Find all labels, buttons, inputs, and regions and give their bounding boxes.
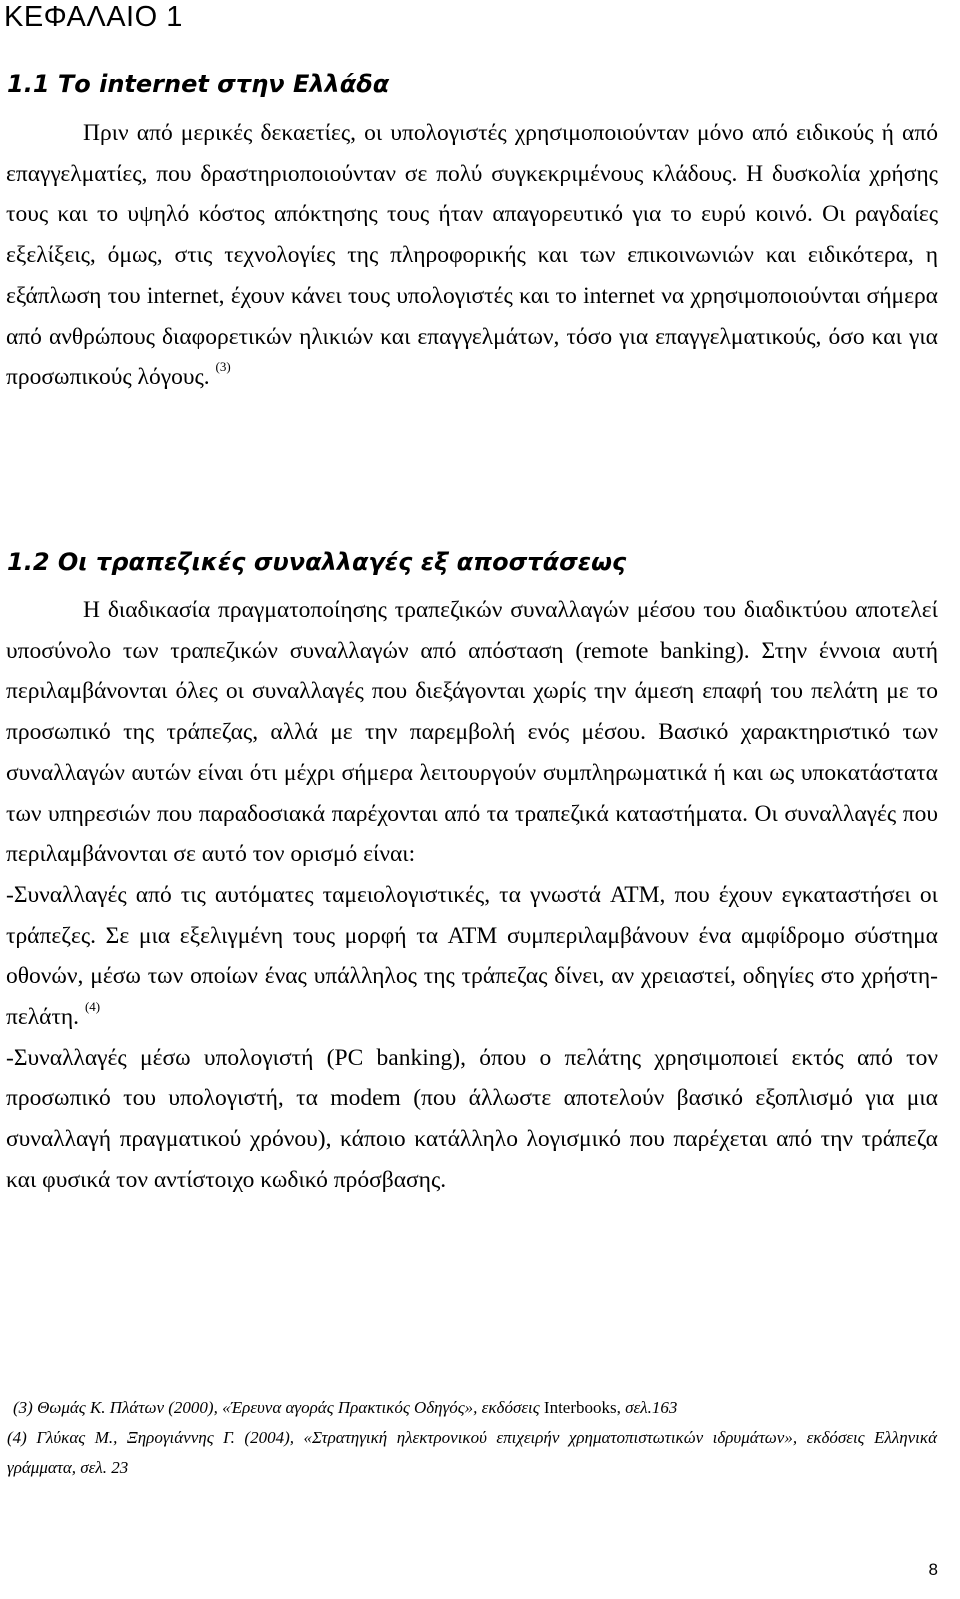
section-heading-1-1: 1.1 Το internet στην Ελλάδα [7, 70, 390, 98]
reference-marker: (4) [84, 999, 101, 1015]
footnote-4: (4) Γλύκας Μ., Ξηρογιάννης Γ. (2004), «Στρατηγική ηλεκτρονικού επιχειρήν χρηματοπιστωτικών ιδρυμάτων», εκδόσεις Ελληνικά γράμματα, σελ. 23 [7, 1428, 937, 1477]
chapter-title: ΚΕΦΑΛΑΙΟ 1 [4, 1, 183, 33]
footnote-3-page: σελ.163 [625, 1398, 678, 1417]
footnotes [7, 1393, 937, 1483]
footnote-3-text: (3) Θωμάς Κ. Πλάτων (2000), «Έρευνα αγοράς Πρακτικός Οδηγός», εκδόσεις [13, 1398, 540, 1417]
paragraph: Η διαδικασία πραγματοποίησης τραπεζικών συναλλαγών μέσου του διαδικτύου αποτελεί υποσύνολο των τραπεζικών συναλλαγών από απόσταση (remote banking). Στην έννοια αυτή περιλαμβάνονται όλες οι συναλλαγές που διεξάγονται χωρίς την άμεση επαφή του πελάτη με το προσωπικό της τράπεζας, αλλά με την παρεμβολή ενός μέσου. Βασικό χαρακτηριστικό των συναλλαγών αυτών είναι ότι μέχρι σήμερα λειτουργούν συμπληρωματικά ή και ως υποκατάστατα των υπηρεσιών που παραδοσιακά παρέχονται από τα τραπεζικά καταστήματα. Οι συναλλαγές που περιλαμβάνονται σε αυτό τον ορισμό είναι: [6, 597, 938, 868]
section-heading-1-2: 1.2 Οι τραπεζικές συναλλαγές εξ αποστάσεως [7, 548, 627, 576]
footnote-3 [7, 1393, 937, 1423]
reference-marker: (3) [215, 359, 231, 375]
paragraph-atm [6, 875, 938, 1038]
page-number: 8 [928, 1560, 938, 1579]
footnote-3-publisher: Interbooks, [543, 1398, 621, 1417]
section-1-1-body [6, 113, 938, 398]
paragraph-text: -Συναλλαγές από τις αυτόματες ταμειολογιστικές, τα γνωστά ATM, που έχουν εγκαταστήσει οι τράπεζες. Σε μια εξελιγμένη τους μορφή τα ATM συμπεριλαμβάνουν ένα αμφίδρομο σύστημα οθονών, μέσω των οποίων ένας υπάλληλος της τράπεζας δίνει, αν χρειαστεί, οδηγίες στο χρήστη-πελάτη. [6, 881, 938, 1031]
paragraph-text: Πριν από μερικές δεκαετίες, οι υπολογιστές χρησιμοποιούνταν μόνο από ειδικούς ή από επαγγελματίες, που δραστηριοποιούνταν σε πολύ συγκεκριμένους κλάδους. Η δυσκολία χρήσης τους και το υψηλό κόστος απόκτησης τους ήταν απαγορευτικό για το ευρύ κοινό. Οι ραγδαίες εξελίξεις, όμως, στις τεχνολογίες της πληροφορικής και των επικοινωνιών και ειδικότερα, η εξάπλωση του internet, έχουν κάνει τους υπολογιστές και το internet να χρησιμοποιούνται σήμερα από ανθρώπους διαφορετικών ηλικιών και επαγγελμάτων, τόσο για επαγγελματικούς, όσο και για προσωπικούς λόγους. [6, 120, 938, 391]
section-1-2-body [6, 590, 938, 1201]
paragraph [6, 113, 938, 398]
paragraph-pc-banking: -Συναλλαγές μέσω υπολογιστή (PC banking), όπου ο πελάτης χρησιμοποιεί εκτός από τον προσωπικό του υπολογιστή, τα modem (που άλλωστε αποτελούν βασικό εξοπλισμό για μια συναλλαγή πραγματικού χρόνου), κάποιο κατάλληλο λογισμικό που παρέχεται από την τράπεζα και φυσικά τον αντίστοιχο κωδικό πρόσβασης. [6, 1044, 938, 1193]
